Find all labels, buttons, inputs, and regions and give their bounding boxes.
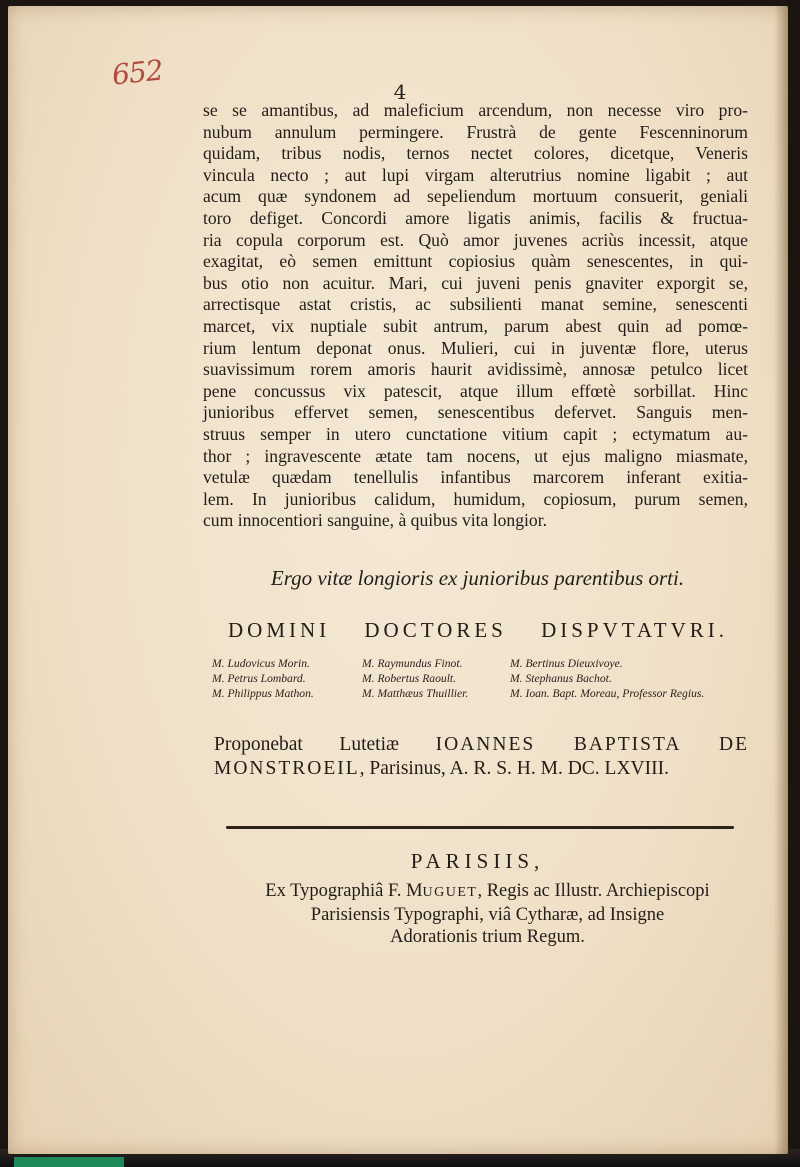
proponebat-date: , Parisinus, A. R. S. H. M. DC. LXVIII.	[359, 758, 669, 779]
proponebat-line-1	[214, 733, 749, 757]
body-line: nubum annulum permingere. Frustrà de gente Fescenninorum	[203, 121, 748, 142]
page-number: 4	[393, 80, 407, 104]
imprint-line-3: Adorationis trium Regum.	[390, 927, 585, 947]
body-line: thor ; ingravescente ætate tam nocens, ut ejus maligno miasmate,	[203, 445, 748, 466]
page-gutter-shadow	[774, 6, 788, 1154]
proponebat-line-2	[214, 757, 749, 781]
doctor-name: M. Petrus Lombard.	[212, 672, 306, 685]
printer-surname: UGUET	[422, 885, 478, 900]
doctor-name: M. Ioan. Bapt. Moreau, Professor Regius.	[510, 687, 705, 700]
body-line: acum quæ syndonem ad sepeliendum mortuum consuerit, geniali	[203, 186, 748, 207]
scanner-tab	[14, 1157, 124, 1167]
imprint-city: PARISIIS,	[410, 849, 545, 873]
body-line: struus semper in utero cunctatione vitium capit ; ectymatum au-	[203, 423, 748, 444]
body-line: bus otio non acuitur. Mari, cui juveni penis gnaviter exporgit se,	[203, 272, 748, 293]
printer-imprint	[200, 880, 775, 948]
doctor-name: M. Matthæus Thuillier.	[362, 687, 469, 700]
body-line: junioribus effervet semen, senescentibus defervet. Sanguis men-	[203, 402, 748, 423]
doctor-name: M. Philippus Mathon.	[212, 687, 314, 700]
body-line: ria copula corporum est. Quò amor juvenes acriùs incessit, atque	[203, 229, 748, 250]
body-line: lem. In junioribus calidum, humidum, copiosum, purum semen,	[203, 488, 748, 509]
doctors-list	[212, 657, 760, 700]
imprint-prefix: Ex Typographiâ F.	[265, 881, 402, 901]
imprint-line-2: Parisiensis Typographi, viâ Cytharæ, ad Insigne	[310, 905, 665, 925]
handwritten-margin-note: 652	[110, 53, 165, 92]
proponebat-statement	[214, 733, 749, 781]
printer-initial: M	[406, 881, 423, 901]
author-surname: MONSTROEIL	[214, 758, 360, 779]
divider-rule	[226, 826, 734, 829]
body-line: vetulæ quædam tenellulis infantibus marcorem inferant exitia-	[203, 467, 748, 488]
author-given-names: IOANNES BAPTISTA DE	[435, 734, 749, 755]
body-line: quidam, tribus nodis, ternos nectet colores, dicetque, Veneris	[203, 143, 748, 164]
doctor-name: M. Ludovicus Morin.	[212, 657, 310, 670]
thesis-body-text	[203, 100, 748, 532]
body-line: exagitat, eò semen emittunt copiosius quàm senescentes, in qui-	[203, 251, 748, 272]
imprint-line-1	[200, 880, 775, 904]
doctor-name: M. Robertus Raoult.	[362, 672, 457, 685]
imprint-rest: , Regis ac Illustr. Archiepiscopi	[477, 881, 710, 901]
body-line: rium lentum deponat onus. Mulieri, cui in juventæ flore, uterus	[203, 337, 748, 358]
body-line: suavissimum rorem amoris haurit avidissimè, annosæ petulco licet	[203, 359, 748, 380]
doctor-name: M. Raymundus Finot.	[362, 657, 463, 670]
body-line: vincula necto ; aut lupi virgam alterutrius nomine ligabit ; aut	[203, 164, 748, 185]
body-line: cum innocentiori sanguine, à quibus vita longior.	[203, 510, 547, 531]
thesis-conclusion: Ergo vitæ longioris ex junioribus parentibus orti.	[270, 566, 685, 590]
body-line: toro defiget. Concordi amore ligatis animis, facilis & fructua-	[203, 207, 748, 228]
body-line: arrectisque astat cristis, ac subsilienti manat semine, senescenti	[203, 294, 748, 315]
body-line: pene concussus vix patescit, atque illum effœtè sorbillat. Hinc	[203, 380, 748, 401]
body-line: marcet, vix nuptiale subit antrum, parum abest quin ad pomœ-	[203, 315, 748, 336]
doctor-name: M. Stephanus Bachot.	[510, 672, 612, 685]
body-line: se se amantibus, ad maleficium arcendum, non necesse viro pro-	[203, 100, 748, 120]
proponebat-prefix: Proponebat Lutetiæ	[214, 734, 400, 755]
doctor-name: M. Bertinus Dieuxivoye.	[510, 657, 623, 670]
doctors-heading: DOMINI DOCTORES DISPVTATVRI.	[228, 618, 728, 642]
